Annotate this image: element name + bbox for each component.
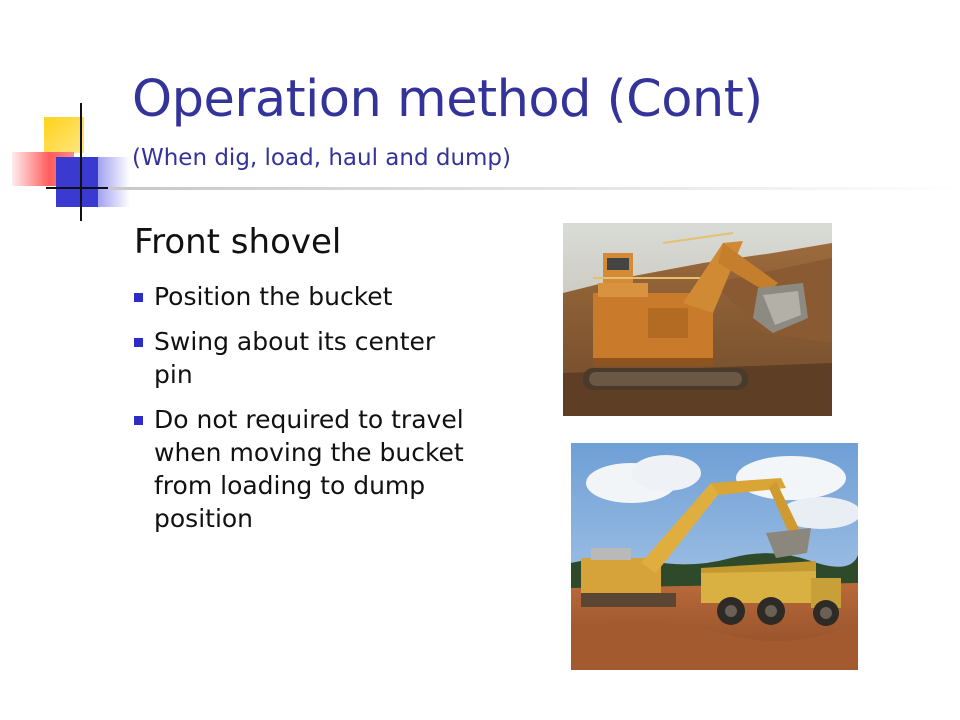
yellow-square: [44, 117, 84, 153]
excavator-illustration: [563, 223, 832, 416]
section-heading: Front shovel: [134, 222, 342, 262]
bullet-text: Position the bucket: [154, 282, 393, 311]
bullet-item: [134, 325, 464, 391]
shovel-loading-haul-truck-photo: [571, 443, 858, 670]
bullet-list: [134, 280, 464, 547]
bullet-square-icon: [134, 293, 143, 302]
blue-square: [56, 157, 98, 207]
bullet-item: [134, 403, 464, 535]
bullet-square-icon: [134, 338, 143, 347]
bullet-text: Swing about its center pin: [154, 327, 436, 389]
bullet-text: Do not required to travel when moving the bucket from loading to dump position: [154, 405, 464, 533]
loading-truck-illustration: [571, 443, 858, 670]
bullet-item: [134, 280, 464, 313]
corner-logo-decoration: [0, 95, 140, 225]
blue-square-fade: [98, 157, 130, 207]
vertical-line: [80, 103, 82, 221]
slide-title: Operation method (Cont): [132, 70, 763, 129]
horizontal-line: [46, 187, 108, 189]
front-shovel-excavator-photo: [563, 223, 832, 416]
title-underline: [110, 187, 960, 190]
slide-subtitle: (When dig, load, haul and dump): [132, 145, 512, 171]
bullet-square-icon: [134, 416, 143, 425]
